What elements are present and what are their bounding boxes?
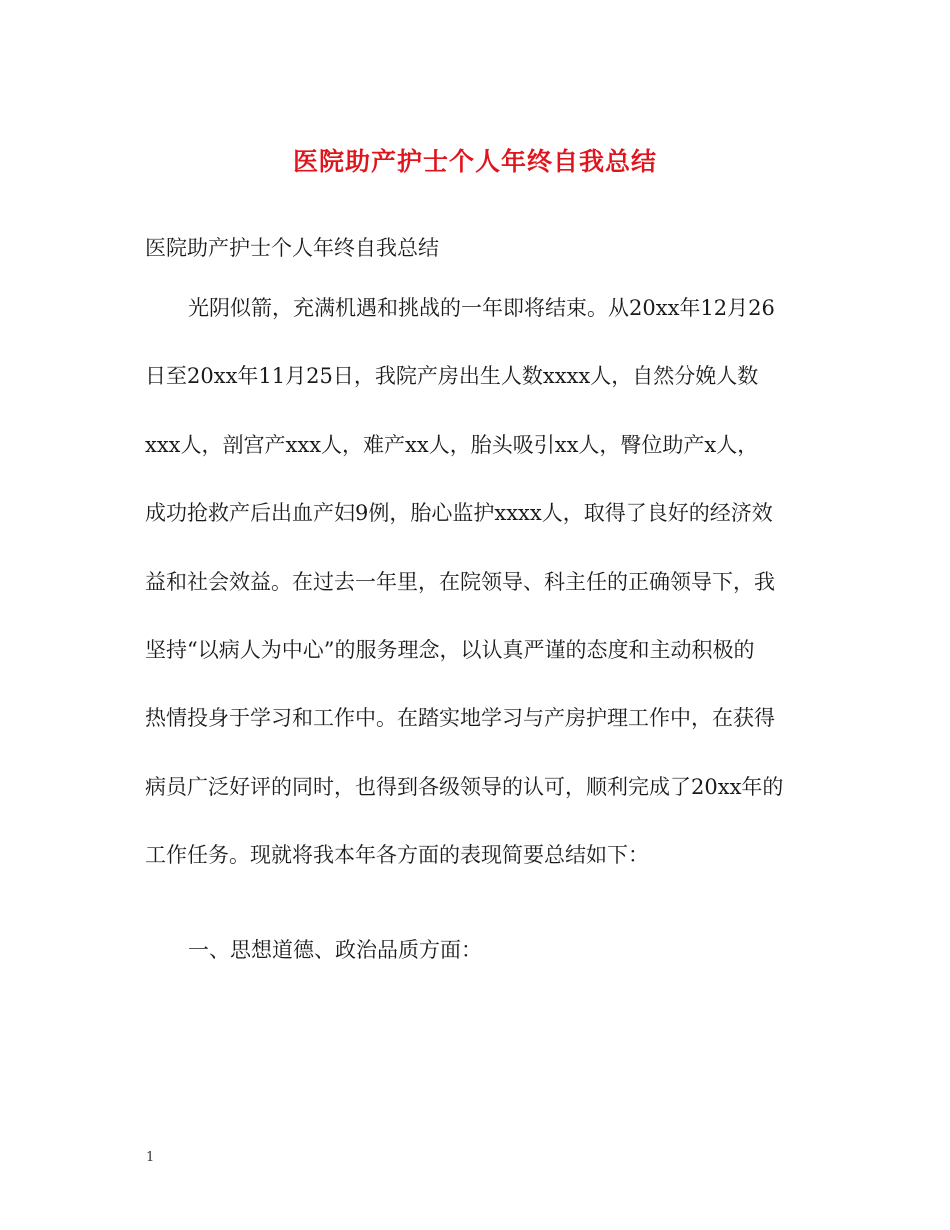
paragraph-line: 成功抢救产后出血产妇9例，胎心监护xxxx人，取得了良好的经济效 <box>145 501 773 526</box>
paragraph-line: 益和社会效益。在过去一年里，在院领导、科主任的正确领导下，我 <box>145 569 775 594</box>
paragraph-intro <box>145 290 825 906</box>
paragraph-line: 工作任务。现就将我本年各方面的表现简要总结如下： <box>145 843 649 868</box>
paragraph-line: 病员广泛好评的同时，也得到各级领导的认可，顺利完成了20xx年的 <box>145 774 784 799</box>
paragraph-line: 热情投身于学习和工作中。在踏实地学习与产房护理工作中，在获得 <box>145 706 775 731</box>
document-subtitle: 医院助产护士个人年终自我总结 <box>145 236 439 260</box>
section-heading: 一、思想道德、政治品质方面： <box>188 938 482 962</box>
paragraph-line: 坚持“以病人为中心”的服务理念，以认真严谨的态度和主动积极的 <box>145 637 755 662</box>
paragraph-line: 光阴似箭，充满机遇和挑战的一年即将结束。从20xx年12月26 <box>188 296 775 320</box>
page-number: 1 <box>146 1150 155 1165</box>
paragraph-line: xxx人，剖宫产xxx人，难产xx人，胎头吸引xx人，臀位助产x人， <box>145 432 759 457</box>
paragraph-line: 日至20xx年11月25日，我院产房出生人数xxxx人，自然分娩人数 <box>145 364 759 389</box>
document-title: 医院助产护士个人年终自我总结 <box>292 147 657 176</box>
